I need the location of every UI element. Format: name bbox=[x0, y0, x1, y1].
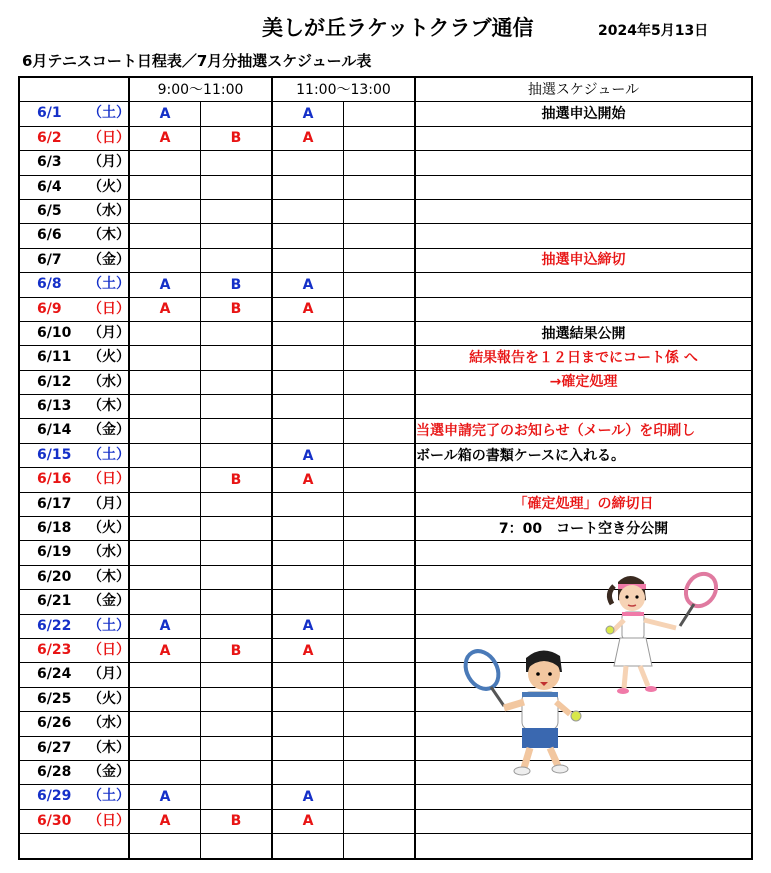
slot1-court-a-cell bbox=[129, 224, 201, 248]
slot1-court-a-cell: A bbox=[129, 102, 201, 126]
slot1-court-b-cell: B bbox=[201, 638, 273, 662]
date-text: 6/6 bbox=[37, 227, 62, 244]
lottery-note-cell bbox=[415, 175, 752, 199]
date-cell bbox=[19, 638, 129, 662]
date-cell bbox=[19, 102, 129, 126]
slot1-court-a-cell bbox=[129, 712, 201, 736]
date-cell bbox=[19, 809, 129, 833]
slot1-court-b-cell bbox=[201, 370, 273, 394]
slot2-court-a-cell bbox=[272, 663, 344, 687]
slot2-court-b-cell bbox=[344, 175, 416, 199]
date-cell bbox=[19, 199, 129, 223]
lottery-note-cell: 抽選申込締切 bbox=[415, 248, 752, 272]
date-cell bbox=[19, 346, 129, 370]
slot2-court-b-cell bbox=[344, 712, 416, 736]
table-row bbox=[19, 248, 752, 272]
date-text: 6/7 bbox=[37, 251, 62, 268]
slot1-court-b-cell bbox=[201, 492, 273, 516]
table-row bbox=[19, 736, 752, 760]
date-text: 6/2 bbox=[37, 129, 62, 146]
slot2-court-b-cell bbox=[344, 760, 416, 784]
slot1-court-b-cell bbox=[201, 248, 273, 272]
slot2-court-b-cell bbox=[344, 273, 416, 297]
weekday-text: （月） bbox=[88, 324, 130, 341]
weekday-text: （金） bbox=[88, 763, 130, 780]
slot2-court-a-cell: A bbox=[272, 443, 344, 467]
slot2-court-a-cell: A bbox=[272, 102, 344, 126]
slot1-court-b-cell bbox=[201, 346, 273, 370]
weekday-text: （日） bbox=[88, 300, 130, 317]
slot2-court-a-cell bbox=[272, 395, 344, 419]
date-cell bbox=[19, 785, 129, 809]
slot1-court-a-cell: A bbox=[129, 614, 201, 638]
tennis-ball-icon bbox=[571, 711, 581, 721]
slot1-court-b-cell bbox=[201, 785, 273, 809]
date-cell bbox=[19, 712, 129, 736]
weekday-text: （日） bbox=[88, 812, 130, 829]
date-text: 6/29 bbox=[37, 788, 72, 805]
slot2-court-a-cell bbox=[272, 370, 344, 394]
slot1-court-a-cell: A bbox=[129, 809, 201, 833]
date-cell bbox=[19, 419, 129, 443]
slot1-court-b-cell: B bbox=[201, 468, 273, 492]
racket-icon bbox=[459, 645, 505, 706]
tennis-ball-icon bbox=[606, 626, 614, 634]
header-slot1: 9:00〜11:00 bbox=[129, 77, 272, 102]
lottery-note-cell bbox=[415, 126, 752, 150]
slot1-court-a-cell: A bbox=[129, 785, 201, 809]
weekday-text: （木） bbox=[88, 739, 130, 756]
lottery-note-cell bbox=[415, 834, 752, 859]
date-text: 6/25 bbox=[37, 690, 72, 707]
schedule-table-body bbox=[19, 77, 752, 859]
date-cell bbox=[19, 468, 129, 492]
lottery-note-cell: 7：00 コート空き分公開 bbox=[415, 517, 752, 541]
slot2-court-a-cell bbox=[272, 517, 344, 541]
slot1-court-b-cell bbox=[201, 102, 273, 126]
slot2-court-a-cell: A bbox=[272, 809, 344, 833]
slot2-court-b-cell bbox=[344, 785, 416, 809]
date-cell bbox=[19, 687, 129, 711]
slot2-court-a-cell bbox=[272, 687, 344, 711]
date-cell bbox=[19, 248, 129, 272]
table-row bbox=[19, 126, 752, 150]
slot1-court-a-cell bbox=[129, 248, 201, 272]
slot1-court-b-cell bbox=[201, 419, 273, 443]
slot2-court-b-cell bbox=[344, 297, 416, 321]
lottery-note-cell bbox=[415, 224, 752, 248]
slot1-court-b-cell bbox=[201, 224, 273, 248]
lottery-note-cell: 当選申請完了のお知らせ（メール）を印刷し bbox=[415, 419, 752, 443]
slot1-court-b-cell bbox=[201, 517, 273, 541]
table-row bbox=[19, 102, 752, 126]
slot2-court-b-cell bbox=[344, 346, 416, 370]
slot2-court-a-cell bbox=[272, 419, 344, 443]
weekday-text: （火） bbox=[88, 349, 130, 366]
slot1-court-b-cell: B bbox=[201, 809, 273, 833]
table-row bbox=[19, 517, 752, 541]
weekday-text: （日） bbox=[88, 471, 130, 488]
slot1-court-a-cell: A bbox=[129, 638, 201, 662]
slot1-court-a-cell bbox=[129, 663, 201, 687]
slot2-court-a-cell: A bbox=[272, 297, 344, 321]
slot2-court-b-cell bbox=[344, 834, 416, 859]
weekday-text: （木） bbox=[88, 227, 130, 244]
lottery-note-cell: 抽選申込開始 bbox=[415, 102, 752, 126]
slot2-court-a-cell bbox=[272, 199, 344, 223]
lottery-note-cell bbox=[415, 541, 752, 565]
date-cell bbox=[19, 395, 129, 419]
slot1-court-a-cell bbox=[129, 760, 201, 784]
date-text: 6/9 bbox=[37, 300, 62, 317]
date-cell bbox=[19, 760, 129, 784]
slot1-court-b-cell bbox=[201, 321, 273, 345]
slot2-court-b-cell bbox=[344, 224, 416, 248]
slot2-court-b-cell bbox=[344, 151, 416, 175]
slot1-court-a-cell bbox=[129, 395, 201, 419]
slot1-court-b-cell bbox=[201, 565, 273, 589]
date-cell bbox=[19, 321, 129, 345]
slot1-court-a-cell bbox=[129, 199, 201, 223]
slot1-court-a-cell bbox=[129, 834, 201, 859]
slot2-court-b-cell bbox=[344, 126, 416, 150]
weekday-text: （月） bbox=[88, 666, 130, 683]
slot1-court-b-cell bbox=[201, 395, 273, 419]
court-schedule-table bbox=[18, 76, 753, 860]
date-text: 6/11 bbox=[37, 349, 72, 366]
date-cell bbox=[19, 565, 129, 589]
slot1-court-a-cell bbox=[129, 736, 201, 760]
lottery-note-cell: ボール箱の書類ケースに入れる。 bbox=[415, 443, 752, 467]
slot1-court-b-cell bbox=[201, 760, 273, 784]
slot1-court-b-cell bbox=[201, 663, 273, 687]
slot2-court-b-cell bbox=[344, 443, 416, 467]
slot2-court-a-cell bbox=[272, 248, 344, 272]
lottery-note-cell bbox=[415, 785, 752, 809]
weekday-text: （土） bbox=[88, 105, 130, 122]
weekday-text: （金） bbox=[88, 251, 130, 268]
header-date-cell bbox=[19, 77, 129, 102]
table-header-row bbox=[19, 77, 752, 102]
header-lottery: 抽選スケジュール bbox=[415, 77, 752, 102]
date-text: 6/17 bbox=[37, 495, 72, 512]
slot2-court-b-cell bbox=[344, 492, 416, 516]
date-text: 6/28 bbox=[37, 763, 72, 780]
date-text: 6/27 bbox=[37, 739, 72, 756]
slot1-court-a-cell bbox=[129, 468, 201, 492]
slot1-court-b-cell bbox=[201, 443, 273, 467]
schedule-subtitle: 6月テニスコート日程表／7月分抽選スケジュール表 bbox=[22, 52, 372, 70]
date-cell bbox=[19, 443, 129, 467]
date-text: 6/5 bbox=[37, 202, 62, 219]
lottery-note-cell bbox=[415, 809, 752, 833]
slot1-court-a-cell bbox=[129, 590, 201, 614]
slot2-court-a-cell bbox=[272, 151, 344, 175]
slot2-court-b-cell bbox=[344, 419, 416, 443]
slot2-court-a-cell bbox=[272, 736, 344, 760]
header-slot2: 11:00〜13:00 bbox=[272, 77, 415, 102]
slot1-court-a-cell bbox=[129, 151, 201, 175]
table-row bbox=[19, 785, 752, 809]
slot2-court-a-cell bbox=[272, 834, 344, 859]
slot2-court-a-cell bbox=[272, 492, 344, 516]
lottery-note-cell: →確定処理 bbox=[415, 370, 752, 394]
weekday-text: （木） bbox=[88, 568, 130, 585]
date-text: 6/18 bbox=[37, 520, 72, 537]
slot2-court-b-cell bbox=[344, 590, 416, 614]
slot2-court-b-cell bbox=[344, 663, 416, 687]
lottery-note-cell bbox=[415, 297, 752, 321]
slot1-court-b-cell bbox=[201, 614, 273, 638]
slot2-court-a-cell bbox=[272, 224, 344, 248]
slot2-court-a-cell: A bbox=[272, 638, 344, 662]
table-row bbox=[19, 760, 752, 784]
table-row bbox=[19, 712, 752, 736]
table-row bbox=[19, 541, 752, 565]
slot2-court-b-cell bbox=[344, 517, 416, 541]
lottery-note-cell bbox=[415, 199, 752, 223]
slot2-court-b-cell bbox=[344, 199, 416, 223]
slot2-court-b-cell bbox=[344, 614, 416, 638]
weekday-text: （火） bbox=[88, 520, 130, 537]
weekday-text: （金） bbox=[88, 593, 130, 610]
slot2-court-b-cell bbox=[344, 102, 416, 126]
table-row bbox=[19, 395, 752, 419]
lottery-note-cell: 結果報告を１２日までにコート係 へ bbox=[415, 346, 752, 370]
date-text: 6/8 bbox=[37, 276, 62, 293]
slot2-court-a-cell bbox=[272, 565, 344, 589]
date-text: 6/13 bbox=[37, 398, 72, 415]
weekday-text: （火） bbox=[88, 178, 130, 195]
weekday-text: （水） bbox=[88, 715, 130, 732]
slot2-court-a-cell bbox=[272, 346, 344, 370]
slot1-court-b-cell bbox=[201, 736, 273, 760]
slot1-court-b-cell bbox=[201, 687, 273, 711]
slot2-court-b-cell bbox=[344, 468, 416, 492]
slot2-court-b-cell bbox=[344, 565, 416, 589]
slot1-court-a-cell bbox=[129, 370, 201, 394]
date-text: 6/1 bbox=[37, 105, 62, 122]
weekday-text: （日） bbox=[88, 641, 130, 658]
lottery-note-cell: 抽選結果公開 bbox=[415, 321, 752, 345]
date-cell bbox=[19, 736, 129, 760]
lottery-note-cell bbox=[415, 468, 752, 492]
slot1-court-b-cell: B bbox=[201, 273, 273, 297]
date-text: 6/14 bbox=[37, 422, 72, 439]
lottery-note-cell bbox=[415, 151, 752, 175]
slot1-court-a-cell bbox=[129, 346, 201, 370]
lottery-note-cell bbox=[415, 395, 752, 419]
slot2-court-a-cell bbox=[272, 712, 344, 736]
weekday-text: （水） bbox=[88, 373, 130, 390]
tennis-player-boy-illustration bbox=[458, 644, 598, 779]
slot2-court-b-cell bbox=[344, 809, 416, 833]
date-text: 6/24 bbox=[37, 666, 72, 683]
date-cell bbox=[19, 273, 129, 297]
date-cell bbox=[19, 151, 129, 175]
slot1-court-a-cell bbox=[129, 565, 201, 589]
weekday-text: （土） bbox=[88, 446, 130, 463]
weekday-text: （土） bbox=[88, 788, 130, 805]
date-cell bbox=[19, 492, 129, 516]
table-row bbox=[19, 321, 752, 345]
slot2-court-b-cell bbox=[344, 638, 416, 662]
weekday-text: （土） bbox=[88, 276, 130, 293]
date-text: 6/4 bbox=[37, 178, 62, 195]
date-text: 6/3 bbox=[37, 154, 62, 171]
table-row bbox=[19, 199, 752, 223]
slot1-court-b-cell bbox=[201, 175, 273, 199]
slot2-court-b-cell bbox=[344, 248, 416, 272]
slot1-court-b-cell bbox=[201, 199, 273, 223]
table-row bbox=[19, 443, 752, 467]
weekday-text: （日） bbox=[88, 129, 130, 146]
newsletter-title: 美しが丘ラケットクラブ通信 bbox=[262, 16, 534, 40]
date-cell bbox=[19, 224, 129, 248]
weekday-text: （水） bbox=[88, 544, 130, 561]
slot2-court-b-cell bbox=[344, 370, 416, 394]
slot1-court-a-cell: A bbox=[129, 273, 201, 297]
date-cell bbox=[19, 126, 129, 150]
weekday-text: （月） bbox=[88, 495, 130, 512]
table-row bbox=[19, 468, 752, 492]
slot1-court-b-cell bbox=[201, 712, 273, 736]
date-cell bbox=[19, 541, 129, 565]
weekday-text: （月） bbox=[88, 154, 130, 171]
slot1-court-a-cell bbox=[129, 321, 201, 345]
table-row bbox=[19, 419, 752, 443]
weekday-text: （木） bbox=[88, 398, 130, 415]
weekday-text: （金） bbox=[88, 422, 130, 439]
date-cell bbox=[19, 175, 129, 199]
racket-icon bbox=[680, 570, 722, 626]
slot2-court-b-cell bbox=[344, 395, 416, 419]
slot1-court-a-cell bbox=[129, 541, 201, 565]
table-row bbox=[19, 224, 752, 248]
slot2-court-b-cell bbox=[344, 541, 416, 565]
table-row bbox=[19, 151, 752, 175]
slot1-court-b-cell bbox=[201, 151, 273, 175]
date-cell bbox=[19, 297, 129, 321]
table-row bbox=[19, 273, 752, 297]
issue-date: 2024年5月13日 bbox=[598, 23, 709, 39]
slot1-court-a-cell bbox=[129, 175, 201, 199]
slot1-court-b-cell bbox=[201, 590, 273, 614]
slot1-court-b-cell bbox=[201, 541, 273, 565]
table-row bbox=[19, 297, 752, 321]
slot1-court-a-cell bbox=[129, 443, 201, 467]
lottery-note-cell: 「確定処理」の締切日 bbox=[415, 492, 752, 516]
date-text: 6/12 bbox=[37, 373, 72, 390]
slot2-court-a-cell bbox=[272, 175, 344, 199]
weekday-text: （火） bbox=[88, 690, 130, 707]
slot1-court-a-cell bbox=[129, 492, 201, 516]
date-cell bbox=[19, 590, 129, 614]
date-text: 6/15 bbox=[37, 446, 72, 463]
date-cell bbox=[19, 614, 129, 638]
table-row bbox=[19, 175, 752, 199]
weekday-text: （土） bbox=[88, 617, 130, 634]
slot2-court-a-cell bbox=[272, 321, 344, 345]
slot2-court-b-cell bbox=[344, 687, 416, 711]
lottery-note-cell bbox=[415, 273, 752, 297]
slot1-court-a-cell: A bbox=[129, 297, 201, 321]
date-text: 6/22 bbox=[37, 617, 72, 634]
date-text: 6/19 bbox=[37, 544, 72, 561]
slot2-court-a-cell bbox=[272, 541, 344, 565]
table-row bbox=[19, 809, 752, 833]
slot2-court-b-cell bbox=[344, 321, 416, 345]
date-cell bbox=[19, 517, 129, 541]
slot1-court-a-cell bbox=[129, 687, 201, 711]
date-cell bbox=[19, 370, 129, 394]
slot1-court-b-cell bbox=[201, 834, 273, 859]
slot2-court-b-cell bbox=[344, 736, 416, 760]
table-row bbox=[19, 346, 752, 370]
weekday-text: （水） bbox=[88, 202, 130, 219]
slot2-court-a-cell: A bbox=[272, 614, 344, 638]
slot2-court-a-cell bbox=[272, 590, 344, 614]
date-cell bbox=[19, 663, 129, 687]
date-text: 6/16 bbox=[37, 471, 72, 488]
date-text: 6/23 bbox=[37, 641, 72, 658]
slot1-court-b-cell: B bbox=[201, 297, 273, 321]
date-text: 6/30 bbox=[37, 812, 72, 829]
slot1-court-a-cell bbox=[129, 419, 201, 443]
tennis-player-girl-illustration bbox=[596, 570, 726, 700]
date-text: 6/20 bbox=[37, 568, 72, 585]
slot2-court-a-cell: A bbox=[272, 785, 344, 809]
slot2-court-a-cell: A bbox=[272, 273, 344, 297]
slot2-court-a-cell: A bbox=[272, 468, 344, 492]
table-row bbox=[19, 370, 752, 394]
slot1-court-a-cell: A bbox=[129, 126, 201, 150]
slot2-court-a-cell bbox=[272, 760, 344, 784]
date-text: 6/21 bbox=[37, 593, 72, 610]
table-row bbox=[19, 492, 752, 516]
date-text: 6/26 bbox=[37, 715, 72, 732]
table-row bbox=[19, 834, 752, 859]
date-text: 6/10 bbox=[37, 324, 72, 341]
slot1-court-b-cell: B bbox=[201, 126, 273, 150]
date-cell bbox=[19, 834, 129, 859]
slot1-court-a-cell bbox=[129, 517, 201, 541]
slot2-court-a-cell: A bbox=[272, 126, 344, 150]
